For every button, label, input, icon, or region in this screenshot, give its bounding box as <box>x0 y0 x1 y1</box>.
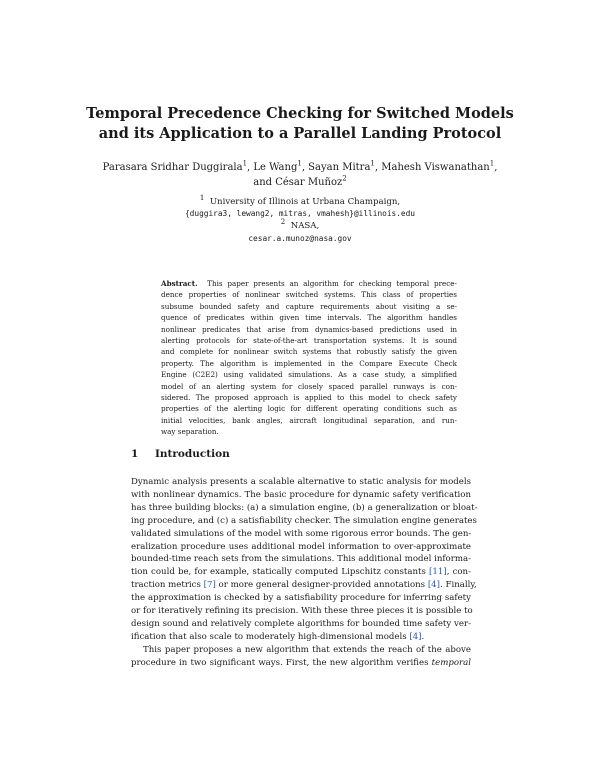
affiliations <box>60 196 540 245</box>
affiliation-line <box>60 220 540 232</box>
abstract-line: property. The algorithm is implemented in the Compare Execute Check <box>161 358 457 368</box>
body-line: has three building blocks: (a) a simulation engine, (b) a generalization or bloat- <box>131 502 478 513</box>
body-line: bounded-time reach sets from the simulations. This additional model informa- <box>131 554 471 565</box>
author-affil-mark: 1 <box>242 159 248 168</box>
paper-title <box>60 104 540 144</box>
body-line: validated simulations of the model with some rigorous error bounds. The gen- <box>131 528 472 539</box>
body-line: procedure in two significant ways. First, the new algorithm verifies temporal <box>131 657 471 668</box>
abstract-line: sidered. The proposed approach is applied to this model to check safety <box>161 393 457 403</box>
author-name: Sayan Mitra <box>308 162 371 173</box>
title-line: and its Application to a Parallel Landing Protocol <box>98 125 502 142</box>
affil-mark: 1 <box>199 194 205 203</box>
author-line-2 <box>60 175 540 190</box>
abstract-line: nonlinear predicates that arise from dynamics-based predictions used in <box>161 324 457 334</box>
abstract <box>161 278 457 438</box>
abstract-line: model of an alerting system for closely spaced parallel runways is con- <box>161 381 457 391</box>
body-line: This paper proposes a new algorithm that extends the reach of the above <box>143 644 471 655</box>
author-name: Parasara Sridhar Duggirala <box>102 162 243 173</box>
affiliation-email: cesar.a.munoz@nasa.gov <box>248 233 352 243</box>
abstract-line: initial velocities, bank angles, aircraft longitudinal separation, and run- <box>161 415 457 425</box>
citation-link[interactable]: [4] <box>427 580 441 591</box>
section-heading <box>131 448 230 460</box>
body-line: ification that also scale to moderately high-dimensional models [4]. <box>131 631 425 642</box>
author-affil-mark: 1 <box>370 159 375 168</box>
author-name: Le Wang <box>253 162 298 173</box>
body-line: Dynamic analysis presents a scalable alternative to static analysis for models <box>131 477 471 487</box>
affil-mark: 2 <box>280 218 286 227</box>
abstract-line: properties of the alerting logic for different operating conditions such as <box>161 404 457 414</box>
abstract-line: way separation. <box>161 427 219 437</box>
citation-link[interactable]: [7] <box>203 580 216 591</box>
emphasized-text: temporal <box>431 657 471 668</box>
section-title: Introduction <box>155 448 230 460</box>
abstract-line: subsume bounded safety and capture requirements about visiting a se- <box>161 301 457 311</box>
introduction-body <box>131 476 478 670</box>
author-name: César Muñoz <box>275 177 343 188</box>
author-affil-mark: 2 <box>342 174 347 183</box>
section-number: 1 <box>131 448 139 460</box>
body-line: the approximation is checked by a satisfiability procedure for inferring safety <box>131 593 471 604</box>
abstract-line: Abstract. This paper presents an algorithm for checking temporal prece- <box>161 279 457 288</box>
body-line: eralization procedure uses additional model information to over-approximate <box>131 541 471 552</box>
abstract-line: quence of predicates within given time intervals. The algorithm handles <box>161 313 457 323</box>
author-list <box>60 160 540 190</box>
affiliation-line <box>60 196 540 208</box>
body-line: ing procedure, and (c) a satisfiability checker. The simulation engine generates <box>131 515 477 526</box>
author-connector: and <box>253 177 276 188</box>
body-line: traction metrics [7] or more general designer-provided annotations [4]. Finally, <box>131 580 477 591</box>
abstract-line: and complete for nonlinear switch systems that robustly satisfy the given <box>161 347 457 357</box>
author-affil-mark: 1 <box>489 159 495 168</box>
abstract-line: Engine (C2E2) using validated simulations. As a case study, a simplified <box>161 370 457 380</box>
title-line: Temporal Precedence Checking for Switched Models <box>86 105 514 122</box>
citation-link[interactable]: [4] <box>409 631 422 642</box>
author-affil-mark: 1 <box>297 159 302 168</box>
author-name: Mahesh Viswanathan <box>381 162 490 173</box>
author-line-1: Parasara Sridhar Duggirala$^1$, Le Wang$^1$, Sayan Mitra$^1$, Mahesh Viswanathan$^1$, <box>102 159 498 173</box>
body-line: or for iteratively refining its precision. With these three pieces it is possible to <box>131 606 473 617</box>
affiliation-text: NASA, <box>290 221 320 232</box>
body-line: tion could be, for example, statically computed Lipschitz constants [11], con- <box>131 567 471 578</box>
affiliation-text: University of Illinois at Urbana Champaign, <box>209 197 401 207</box>
body-line: with nonlinear dynamics. The basic procedure for dynamic safety verification <box>131 489 471 500</box>
abstract-line: dence properties of nonlinear switched systems. This class of properties <box>161 290 457 300</box>
affiliation-emails: {duggira3, lewang2, mitras, vmahesh}@illinois.edu <box>184 209 415 219</box>
abstract-line: alerting protocols for state-of-the-art transportation systems. It is sound <box>161 336 457 346</box>
body-line: design sound and relatively complete algorithms for bounded time safety ver- <box>131 618 471 629</box>
citation-link[interactable]: [11] <box>429 567 447 578</box>
abstract-label: Abstract. <box>161 279 198 288</box>
